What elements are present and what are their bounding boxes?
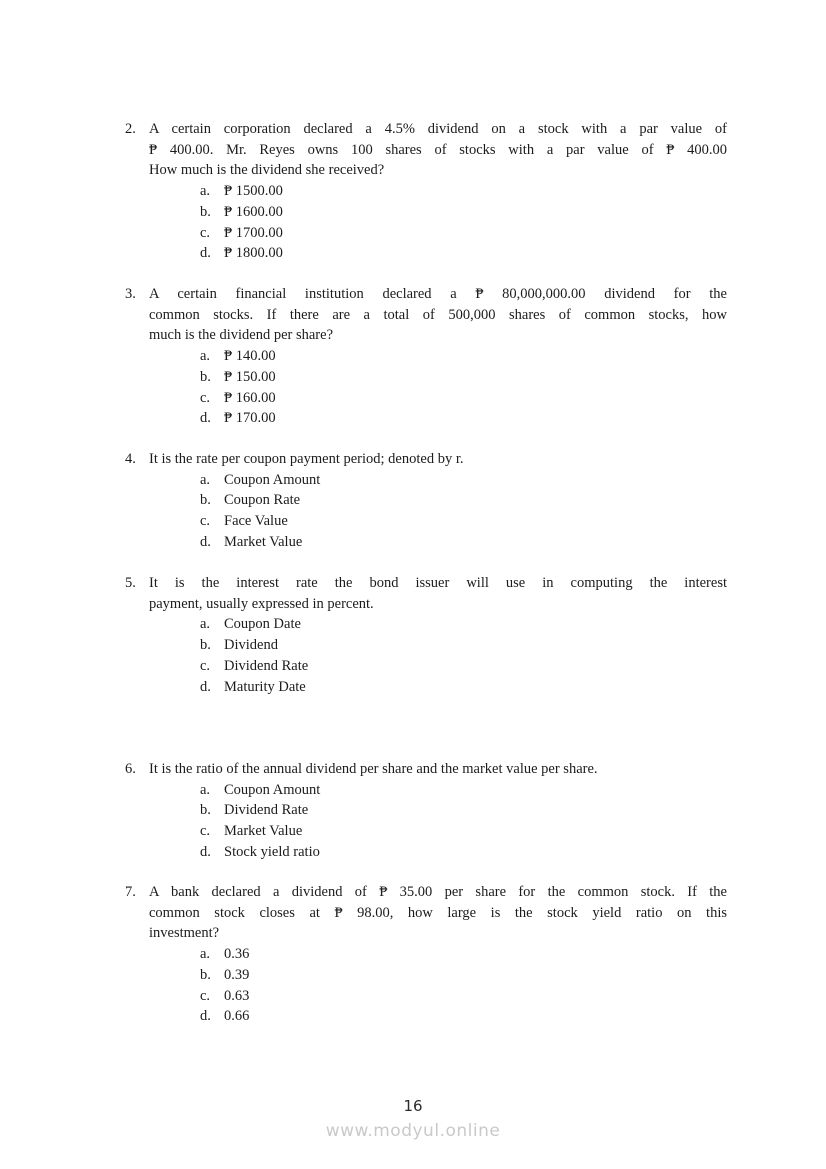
options-list <box>200 470 727 553</box>
question-text <box>149 573 727 697</box>
option-letter: d. <box>200 245 211 262</box>
option-text: Market Value <box>224 823 303 840</box>
option-letter: b. <box>200 203 211 220</box>
option-text: ₱ 160.00 <box>224 389 276 406</box>
option-text: 0.39 <box>224 966 250 983</box>
option-d <box>200 842 727 863</box>
option-d <box>200 677 727 698</box>
option-letter: b. <box>200 492 211 509</box>
question-text <box>149 759 727 863</box>
option-text: ₱ 170.00 <box>224 410 276 427</box>
question-number: 4. <box>125 451 136 467</box>
option-c <box>200 511 727 532</box>
option-text: ₱ 150.00 <box>224 368 276 385</box>
options-list <box>200 181 727 264</box>
question-5 <box>125 573 727 697</box>
question-line: It is the ratio of the annual dividend per share and the market value per share. <box>149 761 598 777</box>
option-text: Stock yield ratio <box>224 843 320 860</box>
question-line: A certain corporation declared a 4.5% dividend on a stock with a par value of <box>149 121 727 137</box>
question-number: 2. <box>125 121 136 137</box>
option-letter: c. <box>200 389 211 406</box>
option-b <box>200 367 727 388</box>
option-c <box>200 656 727 677</box>
options-list <box>200 944 727 1027</box>
option-c <box>200 986 727 1007</box>
question-3 <box>125 284 727 429</box>
question-text <box>149 119 727 264</box>
option-letter: d. <box>200 678 211 695</box>
option-a <box>200 944 727 965</box>
option-d <box>200 1006 727 1027</box>
option-letter: c. <box>200 657 211 674</box>
options-list <box>200 614 727 697</box>
option-text: Face Value <box>224 513 288 530</box>
option-letter: c. <box>200 224 211 241</box>
option-text: Coupon Rate <box>224 492 301 509</box>
option-text: ₱ 1600.00 <box>224 203 283 220</box>
question-7 <box>125 882 727 1027</box>
option-c <box>200 223 727 244</box>
option-letter: a. <box>200 471 211 488</box>
option-letter: b. <box>200 802 211 819</box>
option-text: Dividend Rate <box>224 657 309 674</box>
option-letter: d. <box>200 410 211 427</box>
option-text: Market Value <box>224 533 303 550</box>
question-number: 5. <box>125 575 136 591</box>
option-text: ₱ 1500.00 <box>224 183 283 200</box>
option-text: ₱ 140.00 <box>224 348 276 365</box>
option-b <box>200 965 727 986</box>
option-b <box>200 635 727 656</box>
option-letter: b. <box>200 637 211 654</box>
option-letter: c. <box>200 823 211 840</box>
option-letter: a. <box>200 348 211 365</box>
question-line: investment? <box>149 925 220 942</box>
option-letter: a. <box>200 781 211 798</box>
option-b <box>200 800 727 821</box>
watermark-text: www.modyul.online <box>325 1121 501 1141</box>
option-d <box>200 243 727 264</box>
option-text: 0.63 <box>224 987 250 1004</box>
question-text <box>149 882 727 1027</box>
option-a <box>200 346 727 367</box>
option-text: ₱ 1800.00 <box>224 245 283 262</box>
question-number: 3. <box>125 286 136 302</box>
option-text: Dividend <box>224 637 278 654</box>
question-2 <box>125 119 727 264</box>
question-4 <box>125 449 727 553</box>
option-letter: b. <box>200 368 211 385</box>
option-letter: d. <box>200 533 211 550</box>
option-text: Dividend Rate <box>224 802 309 819</box>
question-line: How much is the dividend she received? <box>149 162 385 179</box>
option-c <box>200 821 727 842</box>
question-line: ₱ 400.00. Mr. Reyes owns 100 shares of stocks with a par value of ₱ 400.00 <box>149 141 727 158</box>
question-line: payment, usually expressed in percent. <box>149 595 374 612</box>
option-letter: c. <box>200 987 211 1004</box>
option-c <box>200 388 727 409</box>
option-text: 0.66 <box>224 1008 250 1025</box>
question-line: It is the interest rate the bond issuer will use in computing the interest <box>149 575 727 591</box>
question-text <box>149 449 727 553</box>
question-number: 7. <box>125 884 136 900</box>
option-letter: c. <box>200 513 211 530</box>
option-b <box>200 202 727 223</box>
option-d <box>200 408 727 429</box>
question-text <box>149 284 727 429</box>
option-text: Coupon Amount <box>224 471 321 488</box>
option-b <box>200 490 727 511</box>
question-line: common stocks. If there are a total of 500,000 shares of common stocks, how <box>149 306 727 323</box>
option-a <box>200 181 727 202</box>
page-number: 16 <box>403 1097 423 1115</box>
option-text: Maturity Date <box>224 678 306 695</box>
option-a <box>200 780 727 801</box>
question-6 <box>125 759 727 863</box>
option-letter: a. <box>200 183 211 200</box>
option-text: ₱ 1700.00 <box>224 224 283 241</box>
option-d <box>200 532 727 553</box>
options-list <box>200 346 727 429</box>
option-text: Coupon Amount <box>224 781 321 798</box>
question-line: It is the rate per coupon payment period; denoted by r. <box>149 451 464 467</box>
question-line: A bank declared a dividend of ₱ 35.00 per share for the common stock. If the <box>149 884 727 900</box>
option-letter: b. <box>200 966 211 983</box>
option-a <box>200 470 727 491</box>
options-list <box>200 780 727 863</box>
question-number: 6. <box>125 761 136 777</box>
option-text: Coupon Date <box>224 616 301 633</box>
option-letter: d. <box>200 1008 211 1025</box>
option-letter: d. <box>200 843 211 860</box>
option-a <box>200 614 727 635</box>
question-line: common stock closes at ₱ 98.00, how large is the stock yield ratio on this <box>149 904 727 921</box>
option-letter: a. <box>200 946 211 963</box>
option-text: 0.36 <box>224 946 250 963</box>
question-line: A certain financial institution declared a ₱ 80,000,000.00 dividend for the <box>149 286 727 302</box>
option-letter: a. <box>200 616 211 633</box>
question-line: much is the dividend per share? <box>149 327 334 344</box>
